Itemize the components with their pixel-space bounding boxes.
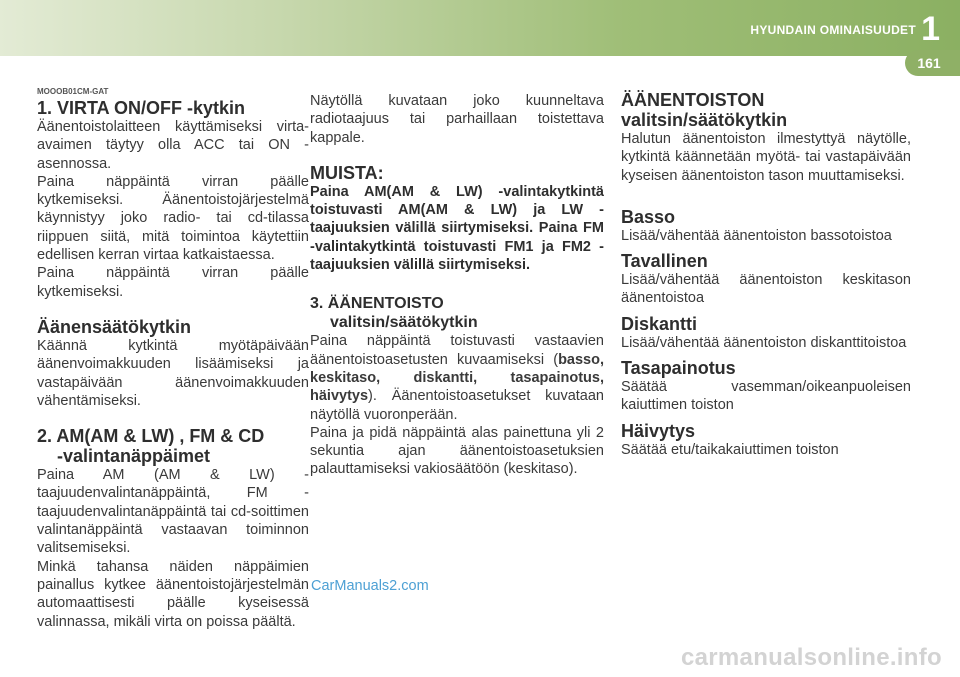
- sound-selector-heading-cont: valitsin/säätökytkin: [330, 314, 478, 332]
- column-middle: [310, 92, 604, 479]
- item-title-tasapainotus: Tasapainotus: [621, 358, 736, 379]
- paragraph: [310, 332, 604, 423]
- band-buttons-heading-cont: -valintanäppäimet: [57, 446, 211, 467]
- note-text: Paina AM(AM & LW) -valintakytkintä toistuvasti AM(AM & LW) ja LW -taajuuksien välillä siirtymiseksi. Paina FM -valintakytkintä toistuvasti FM1 ja FM2 -taajuuksien välillä siirtymiseksi.: [310, 183, 604, 274]
- paragraph: Minkä tahansa näiden näppäimien painallus kytkee äänentoistojärjestelmän automaattisesti päälle kyseisessä valinnassa, mikäli virta on poissa päältä.: [37, 558, 309, 630]
- note-heading: MUISTA:: [310, 162, 384, 183]
- footer-watermark: carmanualsonline.info: [680, 644, 942, 671]
- band-buttons-heading: 2. AM(AM & LW) , FM & CD: [37, 426, 265, 447]
- item-text-basso: Lisää/vähentää äänentoiston bassotoistoa: [621, 227, 892, 244]
- column-left: [37, 74, 309, 631]
- paragraph: Halutun äänentoiston ilmestyttyä näytölle, kytkintä käännetään myötä- tai vastapäivään kyseisen äänentoiston tason muuttamiseksi.: [621, 131, 911, 184]
- paragraph: Äänentoistolaitteen käyttämiseksi virta-avaimen täytyy olla ACC tai ON -asennossa.: [37, 119, 309, 172]
- page-number: 161: [917, 55, 941, 71]
- volume-knob-heading: Äänensäätökytkin: [37, 316, 192, 337]
- carmanuals-watermark[interactable]: CarManuals2.com: [311, 578, 429, 594]
- power-switch-heading: 1. VIRTA ON/OFF -kytkin: [37, 98, 246, 118]
- chapter-number: 1: [921, 10, 940, 48]
- item-text-tasapainotus: Säätää vasemman/oikeanpuoleisen kaiuttimen toiston: [621, 379, 911, 414]
- paragraph: Käännä kytkintä myötäpäivään äänenvoimakkuuden lisäämiseksi ja vastapäivään äänenvoimakkuuden vähentämiseksi.: [37, 337, 309, 409]
- paragraph: Paina AM (AM & LW) -taajuudenvalintanäppäintä, FM -taajuudenvalintanäppäintä tai cd-soittimen valintanäppäintä vastaavan toiminnon valitsemiseksi.: [37, 467, 309, 557]
- paragraph: Paina ja pidä näppäintä alas painettuna yli 2 sekuntia ajan äänentoistoasetuksien palauttamiseksi vakiosäätöön (keskitaso).: [310, 424, 604, 478]
- item-title-haivytys: Häivytys: [621, 420, 696, 441]
- sound-selector-heading: 3. ÄÄNENTOISTO: [310, 295, 444, 313]
- item-text-haivytys: Säätää etu/taikakaiuttimen toiston: [621, 441, 839, 458]
- item-title-basso: Basso: [621, 206, 676, 227]
- item-title-tavallinen: Tavallinen: [621, 251, 708, 272]
- text-run: Paina näppäintä toistuvasti vastaavien äänentoistoasetusten kuvaamiseksi (: [310, 333, 604, 368]
- paragraph: Näytöllä kuvataan joko kuunneltava radiotaajuus tai parhaillaan toistettava kappale.: [310, 93, 604, 146]
- paragraph: Paina näppäintä virran päälle kytkemiseksi.: [37, 265, 309, 300]
- section-code: MOOOB01CM-GAT: [37, 87, 109, 96]
- header-title: HYUNDAIN OMINAISUUDET: [750, 23, 916, 37]
- item-text-diskantti: Lisää/vähentää äänentoiston diskanttitoistoa: [621, 334, 907, 351]
- audio-heading: ÄÄNENTOISTON: [621, 90, 765, 110]
- audio-heading-cont: valitsin/säätökytkin: [621, 110, 788, 130]
- item-title-diskantti: Diskantti: [621, 313, 698, 334]
- column-right: [621, 90, 911, 459]
- text-run: ). Äänentoistoasetukset kuvataan näytöllä vuoronperään.: [310, 388, 604, 423]
- settings-list-text: basso, keskitaso, diskantti, tasapainotus, häivytys: [310, 351, 604, 405]
- item-text-tavallinen: Lisää/vähentää äänentoiston keskitason äänentoistoa: [621, 272, 911, 307]
- paragraph: Paina näppäintä virran päälle kytkemiseksi. Äänentoistojärjestelmä käynnistyy joko radio- tai cd-tilassa riippuen siitä, mitä toimintoa käytettiin edellisen kerran virtaa katkaistaessa.: [37, 173, 309, 264]
